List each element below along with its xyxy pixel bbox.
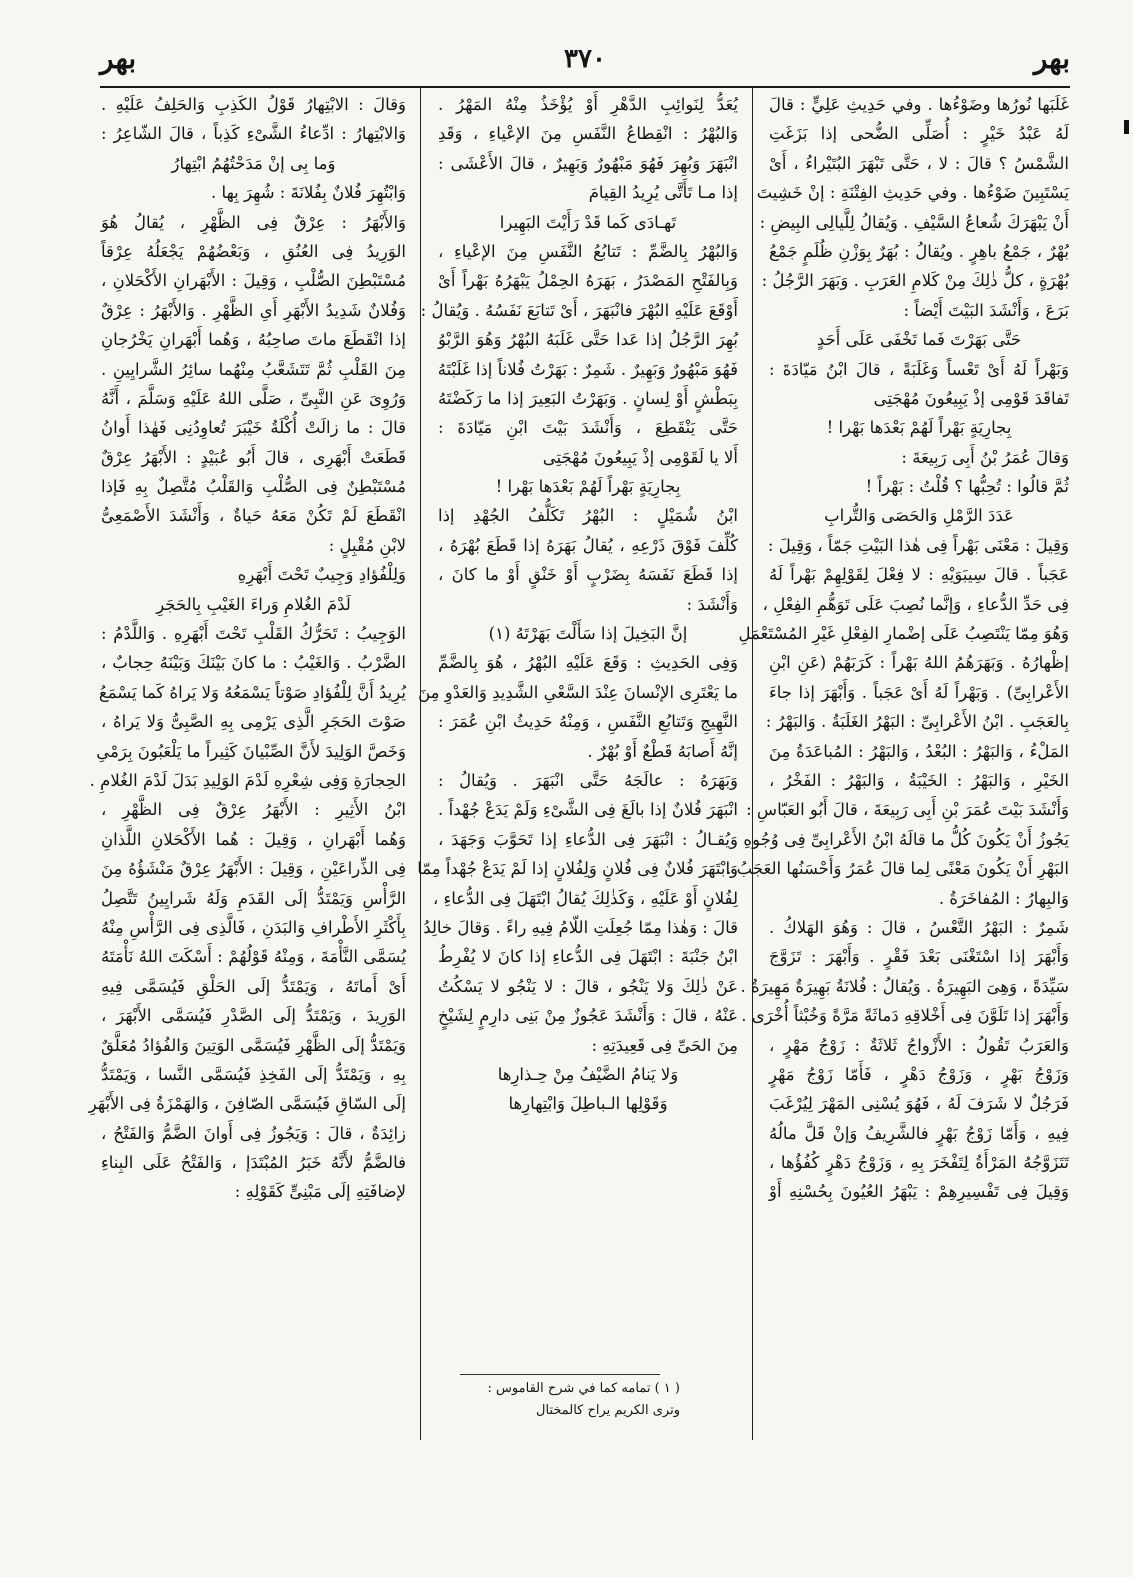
text-line: الشَّمْسُ ؟ قالَ : لا ، حَتَّى تَبْهَرَ البُتَيْراءُ ، أَىْ — [769, 153, 1069, 173]
column-divider — [752, 88, 753, 1440]
text-line: الوَجِيبُ : تَحَرُّكُ القَلْبِ تَحْتَ أَبْهَرِهِ . وَاللَّدْمُ : — [101, 624, 406, 644]
verse-line: حَتَّى بَهَرْتَ فَما تَخْفَى عَلَى أَحَدٍ — [816, 330, 1022, 350]
text-line: تَتَزَوَّجُهُ المَرْأَةُ لِتَفْخَرَ بِهِ ، وَزَوْجُ دَهْرٍ كُفُؤُها ، — [769, 1153, 1069, 1173]
verse-line: تَهـادَى كَما قَدْ رَأَيْتَ البَهِيرا — [499, 212, 677, 232]
text-line: ثُمَّ قالُوا : تُحِبُّها ؟ قُلْتُ : بَهْراً ! — [865, 477, 1069, 497]
text-line: وَلِلْفُؤادِ وَجِيبٌ تَحْتَ أَبْهَرِهِ — [237, 565, 406, 585]
text-line: الوَرِيدُ فِى العُنُقِ ، وَبَعْضُهُمْ يَجْعَلُهُ عِرْقاً — [101, 241, 406, 261]
text-line: مُسْتَبْطِنٌ فِى الصُّلْبِ وَالقَلْبُ مُتَّصِلٌ بِهِ فَإذا — [101, 477, 406, 497]
verse-line: وَقَوْلِها الـباطِلَ وَابْتِهارِها — [508, 1094, 668, 1114]
text-line: فِى الذِّراعَيْنِ ، وَقِيلَ : الأَبْهَرُ عِرْقٌ مَنْشَؤُهُ مِنَ — [101, 859, 406, 879]
text-line: وَهُوَ مِمّا يَنْتَصِبُ عَلَى إضْمارِ الفِعْلِ غَيْرِ المُسْتَعْمَلِ — [738, 624, 1069, 644]
text-line: بُهْرٌ ، جَمْعُ باهِرٍ . ويُقالُ : بُهَرٌ بِوَزْنِ ظُلَمٍ جَمْعُ — [769, 241, 1069, 261]
text-line: وَبَهْراً لَهُ أَىْ تَعْساً وَغَلَبَةً ، قالَ ابْنُ مَيّادَةَ : — [769, 359, 1069, 379]
text-line: وَرُوِىَ عَنِ النَّبِىِّ ، صَلَّى اللهُ عَلَيْهِ وَسَلَّمَ ، أَنَّهُ — [101, 388, 406, 408]
text-line: البَهْرِ أَنْ يَكُونَ مَعْنًى لِما قالَ عُمَرُ وَأَحْسَنُها العَجَبُ . — [726, 859, 1069, 879]
text-line: بُهْرَةٍ ، كلُّ ذٰلِكَ مِنْ كَلامِ العَرَبِ . وَبَهَرَ الرَّجُلُ : — [761, 271, 1069, 291]
text-line: قالَ : وَهٰذا مِمّا جُعِلَتِ اللّامُ فِيهِ راءً . وَقالَ خالِدُ — [423, 917, 738, 937]
text-line: مُسْتَبْطِنَ الصُّلْبِ ، وَقِيلَ : الأَبْهَرانِ الأَكْحَلانِ ، — [101, 271, 406, 291]
text-line: تَفاقَدَ قَوْمِى إذْ يَبِيعُونَ مُهْجَتِى — [873, 388, 1069, 408]
column-divider — [420, 88, 421, 1440]
text-line: انْقَطَعَ لَمْ تَكُنْ مَعَهُ حَياةٌ ، وَأَنْشَدَ الأَصْمَعِىُّ — [101, 506, 406, 526]
left-column — [88, 90, 406, 1490]
text-line: ابْنُ الأَثِيرِ : الأَبْهَرُ عِرْقٌ فِى الظَّهْرِ ، — [101, 800, 406, 820]
text-line: الخَيْرِ ، وَالبَهْرُ : الخَيْبَةُ ، وَالبَهْرُ : الفَخْرُ ، — [769, 770, 1069, 790]
text-line: وَقالَ : الابْتِهارُ قَوْلُ الكَذِبِ وَالحَلِفُ عَلَيْهِ . — [101, 95, 406, 114]
text-line: إظْهارُهُ . وَبَهَرَهُمُ اللهُ بَهْراً : كَرَبَهُمْ (عَنِ ابْنِ — [769, 653, 1069, 673]
text-line: فِيهِ ، وَأَمّا زَوْجُ بَهْرٍ فالشَّرِيفُ وَإنْ قَلَّ مالُهُ — [769, 1123, 1069, 1143]
page-number: ٣٧٠ — [564, 44, 606, 74]
text-line: إلَى السّاقِ فَيُسَمَّى الصّافِنَ ، وَالهَمْزَةُ فِى الأَبْهَرِ — [88, 1094, 406, 1114]
right-column — [726, 90, 1069, 1490]
footnote-line: وترى الكريم يراح كالمختال — [536, 1403, 680, 1418]
text-line: بُهِرَ الرَّجُلُ إذا عَدا حَتَّى غَلَبَهُ البُهْرُ وَهُوَ الرَّبْوُ — [438, 330, 738, 350]
text-line: مِنَ الحَىِّ فِى قَعِيدَتِهِ : — [591, 1035, 738, 1055]
verse-line: لَدْمَ الغُلامِ وَراءَ الغَيْبِ بِالحَجَرِ — [156, 594, 351, 614]
text-line: أَلا يا لَقَوْمِى إذْ يَبِيعُونَ مُهْجَتِى — [542, 447, 738, 467]
text-line: وَابْتَهَرَ فُلانٌ فِى فُلانٍ وَلِفُلانٍ إذا لَمْ يَدَعْ جُهْداً مِمّا — [417, 859, 738, 879]
text-line: وَخَصَّ الوَلِيدَ لأَنَّ الصِّبْيانَ كَثِيراً ما يَلْعَبُونَ بِرَمْىِ — [96, 741, 406, 761]
text-line: أَنْ يَبْهَرَكَ شُعاعُ السَّيْفِ . وَيُقالُ لِلَّيالِى البِيضِ : — [759, 212, 1069, 232]
text-line: وَأَنْشَدَ : — [686, 594, 738, 614]
text-line: وَالأَبْهَرُ : عِرْقٌ فِى الظَّهْرِ ، يُقالُ هُوَ — [101, 212, 406, 232]
text-line: الأَعْرابِىِّ) . وَبَهْراً لَهُ أَىْ عَجَباً . وَأَبْهَرَ إذا جاءَ — [769, 682, 1069, 702]
text-line: الحِجارَةِ وَفِى شِعْرِهِ لَدْمَ الوَلِيدِ بَدَلَ لَدْمَ الغُلامِ . — [89, 770, 406, 790]
verse-line: بِجارِيَةٍ بَهْراً لَهُمْ بَعْدَها بَهْرا ! — [826, 418, 1012, 438]
text-line: وَقِيلَ : مَعْنَى بَهْراً فِى هٰذا البَيْتِ جَمّاً ، وَقِيلَ : — [767, 535, 1069, 555]
text-line: يُسَمَّى النَّأْمَةَ ، وَمِنْهُ قَوْلُهُمْ : أَسْكَتَ اللهُ نَأْمَتَهُ — [101, 947, 406, 967]
verse-line: وَما بِى إنْ مَدَحْتُهُمُ ابْتِهارُ — [171, 153, 336, 173]
text-line: وَأَنْشَدَ بَيْتَ عُمَرَ بْنِ أَبِى رَبِيعَةَ ، قالَ أَبُو العَبّاسِ : — [746, 800, 1069, 820]
text-line: ابْنُ شُمَيْلٍ : البُهْرُ تَكَلُّفُ الجُهْدِ إذا — [438, 506, 738, 526]
text-line: لإضافَتِهِ إلَى مَبْنِىٍّ كَقَوْلِهِ : — [234, 1182, 406, 1202]
text-line: وَهُما أَبْهَرانِ ، وَقِيلَ : هُما الأَكْحَلانِ اللَّذانِ — [101, 829, 406, 849]
text-line: الرَّأْسِ وَيَمْتَدُّ إلَى القَدَمِ وَلَهُ شَرايِينُ تَتَّصِلُ — [101, 888, 406, 908]
text-line: إنَّهُ أَصابَهُ قَطْعٌ أَوْ بُهْرٌ . — [587, 741, 738, 761]
text-line: وَالبِهارُ : المُفاخَرَةُ . — [938, 888, 1069, 908]
text-line: الوَرِيدَ ، وَيَمْتَدُّ إلَى الصَّدْرِ فَيُسَمَّى الأَبْهَرَ ، — [101, 1006, 406, 1026]
text-line: أَوْقَعَ عَلَيْهِ البُهْرَ فانْبَهَرَ ، أَىْ تَتابَعَ نَفَسُهُ . وَيُقالُ : — [420, 300, 738, 320]
footnote-line: ( ١ ) تمامه كما في شرح القاموس : — [487, 1381, 680, 1396]
text-line: فالضَّمُّ لأَنَّهُ خَبَرُ المُبْتَدَإ ، وَالفَتْحُ عَلَى البِناءِ — [101, 1153, 406, 1173]
text-line: وَالعَرَبُ تَقُولُ : الأَزْواجُ ثَلاثَةٌ : زَوْجُ مَهْرٍ ، — [769, 1035, 1069, 1055]
text-line: وَقالَ عُمَرُ بْنُ أَبِى رَبِيعَةَ : — [901, 447, 1069, 467]
text-line: بِأَكْثَرِ الأَطْرافِ وَالبَدَنِ ، فَالَّذِى فِى الرَّأْسِ مِنْهُ — [101, 917, 406, 937]
text-line: إذا انْقَطَعَ ماتَ صاحِبُهُ ، وَهُما أَبْهَرانِ يَخْرُجانِ — [101, 330, 406, 350]
text-line: انْبَهَرَ فُلانٌ إذا بالَغَ فِى الشَّىْءِ وَلَمْ يَدَعْ جُهْداً . — [438, 800, 738, 820]
text-line: وَيُقـالُ : انْبَهَرَ فِى الدُّعاءِ إذا تَحَوَّبَ وَجَهَدَ ، — [438, 829, 738, 849]
text-line: أَىْ أَماتَهُ ، وَيَمْتَدُّ إلَى الحَلْقِ فَيُسَمَّى فِيهِ — [101, 976, 406, 996]
text-line: المَلْءُ ، وَالبَهْرُ : البُعْدُ ، وَالبَهْرُ : المُباعَدَةُ مِنَ — [769, 741, 1069, 761]
text-line: زائِدَةٌ ، قالَ : وَيَجُوزُ فِى أَوانَ الضَّمُّ وَالفَتْحُ ، — [101, 1123, 406, 1143]
text-line: يَجُوزُ أَنْ يَكُونَ كُلُّ ما قالَهُ ابْنُ الأَعْرابِىِّ فِى وُجُوهِ — [743, 829, 1069, 849]
text-line: وَزَوْجُ بَهْرٍ ، وَزَوْجُ دَهْرٍ ، فَأَمّا زَوْجُ مَهْرٍ — [769, 1064, 1069, 1084]
text-line: إذا قَطَعَ نَفَسَهُ بِضَرْبٍ أَوْ خَنْقٍ أَوْ ما كانَ ، — [438, 565, 738, 585]
text-line: فِى حَدِّ الدُّعاءِ ، وَإنَّما نُصِبَ عَلَى تَوَهُّمِ الفِعْلِ ، — [762, 594, 1069, 614]
text-line: عَنْ ذٰلِكَ وَلا يَنْجُو ، قالَ : لا يَنْجُو لا يَسْكُتُ — [438, 976, 738, 996]
footnote-rule — [460, 1374, 660, 1375]
text-line: وَابْتُهِرَ فُلانٌ بِفُلانَةَ : شُهِرَ بِها . — [211, 183, 406, 203]
text-line: وَيَمْتَدُّ إلَى الظَّهْرِ فَيُسَمَّى الوَتِينَ وَالفُؤادُ مُعَلَّقٌ — [101, 1035, 406, 1055]
text-line: وَبِالفَتْحِ المَصْدَرُ ، بَهَرَهُ الحِمْلُ يَبْهَرُهُ بَهْراً أَىْ — [438, 271, 738, 291]
middle-column — [417, 90, 738, 1490]
text-line: بَرَعَ ، وَأَنْشَدَ البَيْتَ أَيْضاً : — [903, 300, 1069, 320]
text-line: وَأَبْهَرَ إذا اسْتَغْنَى بَعْدَ فَقْرٍ . وَأَبْهَرَ : تَزَوَّجَ — [769, 947, 1069, 967]
text-line: لِفُلانٍ أَوْ عَلَيْهِ ، وَكَذٰلِكَ يُقالُ ابْتَهَلَ فِى الدُّعاءِ ، — [432, 888, 738, 908]
text-line: لَهُ عَبْدُ خَيْرٍ : أُصَلِّى الضُّحى إذا بَزَغَتِ — [769, 124, 1069, 144]
text-line: الضَّرْبُ . وَالغَيْبُ : ما كانَ بَيْنَكَ وَبَيْنَهُ حِجابٌ ، — [101, 653, 406, 673]
text-line: النَّهِيجِ وَتَتابُعِ النَّفَسِ ، وَمِنْهُ حَدِيثُ ابْنِ عُمَرَ : — [438, 712, 738, 732]
text-line: يُرِيدُ أَنَّ لِلْفُؤادِ صَوْتاً يَسْمَعُهُ وَلا يَراهُ كَما يَسْمَعُ — [98, 682, 406, 702]
text-line: وَالبُهْرُ بِالضَّمِّ : تَتابُعُ النَّفَسِ مِنَ الإعْياءِ ، — [438, 241, 738, 261]
text-line: عَنْهُ ، قالَ : وَأَنْشَدَ عَجُوزٌ مِنْ بَنِى دارِمٍ لِشَيْخٍ — [438, 1006, 738, 1026]
text-line: شَمِرٌ : البَهْرُ التَّعْسُ ، قالَ : وَهُوَ الهَلاكُ . — [769, 917, 1069, 937]
text-line: وَأَبْهَرَ إذا تَلَوَّنَ فِى أَخْلاقِهِ دَماثَةً مَرَّةً وَخُبْثاً أُخْرَى . — [741, 1006, 1069, 1026]
verse-line: وَلا يَنامُ الضَّيْفُ مِنْ حِـذارِها — [497, 1064, 679, 1084]
text-line: مِنَ القَلْبِ ثُمَّ تَتَشَعَّبُ مِنْهُما سائِرُ الشَّرايِينِ . — [101, 359, 406, 379]
verse-line: إنَّ البَخِيلَ إذا سَأَلْتَ بَهَرْتَهُ (١) — [488, 624, 688, 644]
text-line: بِبَطْشٍ أَوْ لِسانٍ . وَبَهَرْتُ البَعِيرَ إذا ما رَكَضْتَهُ — [438, 388, 738, 408]
margin-mark — [1124, 120, 1129, 134]
text-line: وَبَهَرَهُ : عالَجَهُ حَتَّى انْبَهَرَ . وَيُقالُ : — [438, 770, 738, 790]
text-line: غَلَبَها نُورُها وضَوْءُها . وفي حَدِيثِ عَلِيٍّ : قالَ — [769, 95, 1069, 114]
text-line: قالَ : ما زالَتْ أُكْلَةُ خَيْبَرَ تُعاوِدُنِى فَهٰذا أَوانُ — [101, 418, 406, 438]
text-line: فَهُوَ مَبْهُورٌ وَبَهِيرٌ . شَمِرٌ : بَهَرْتُ فُلاناً إذا غَلَبْتَهُ — [437, 359, 738, 379]
text-line: فَرَجُلٌ لا شَرَفَ لَهُ ، فَهُوَ يُسْنِى المَهْرَ لِيُرْغَبَ — [769, 1094, 1069, 1114]
text-line: قَطَعَتْ أَبْهَرِى ، قالَ أَبُو عُبَيْدٍ : الأَبْهَرُ عِرْقٌ — [101, 447, 406, 467]
text-line: وَالبُهْرُ : انْقِطاعُ النَّفَسِ مِنَ الإعْياءِ ، وَقَدِ — [438, 124, 738, 144]
header-headword-left: بهر — [100, 42, 137, 75]
header-rule — [100, 86, 1070, 88]
text-line: إذا مـا تَأَتَّى يُرِيدُ القِيامَ — [588, 183, 738, 203]
text-line: انْبَهَرَ وَبُهِرَ فَهُوَ مَبْهُورٌ وَبَهِيرٌ ، قالَ الأَعْشَى : — [438, 153, 738, 173]
text-line: سَيِّدَةً ، وَهِىَ البَهِيرَةُ . وَيُقالُ : فُلانَةُ بَهِيرَةٌ مَهِيرَةٌ . — [740, 976, 1069, 996]
text-line: حَتَّى يَنْقَطِعَ ، وَأَنْشَدَ بَيْتَ ابْنِ مَيّادَةَ : — [438, 418, 738, 438]
text-line: وَقِيلَ فِى تَفْسِيرِهِمْ : يَبْهَرُ العُيُونَ بِحُسْنِهِ أَوْ — [769, 1182, 1069, 1202]
text-line: ما يَعْتَرِى الإنْسانَ عِنْدَ السَّعْىِ الشَّدِيدِ وَالعَدْوِ مِنَ — [418, 682, 738, 702]
verse-line: بِجارِيَةٍ بَهْراً لَهُمْ بَعْدَها بَهْرا ! — [495, 477, 681, 497]
text-line: بِهِ ، وَيَمْتَدُّ إلَى الفَخِذِ فَيُسَمَّى النَّسا ، وَيَمْتَدُّ — [101, 1064, 406, 1084]
text-line: يَسْتَبِينَ ضَوْءُها . وفي حَدِيثِ الفِتْنَةِ : إنْ خَشِيتَ — [756, 183, 1069, 203]
text-line: صَوْتَ الحَجَرِ الَّذِى يَرْمِى بِهِ الصَّبِىُّ وَلا يَراهُ ، — [101, 712, 406, 732]
text-line: وَفِى الحَدِيثِ : وَقَعَ عَلَيْهِ البُهْرُ ، هُوَ بِالضَّمِّ — [438, 653, 738, 673]
text-line: عَجَباً . قالَ سِيبَوَيْهِ : لا فِعْلَ لِقَوْلِهِمْ بَهْراً لَهُ — [769, 565, 1069, 585]
text-line: كُلِّفَ فَوْقَ ذَرْعِهِ ، يُقالُ بَهَرَهُ إذا قَطَعَ بُهْرَهُ ، — [438, 535, 738, 555]
page-header — [100, 42, 1070, 86]
text-line: بِالعَجَبِ . ابْنُ الأَعْرابِىِّ : البَهْرُ الغَلَبَةُ . وَالبَهْرُ : — [765, 712, 1069, 732]
header-headword-right: بهر — [1033, 42, 1070, 75]
text-line: وَفُلانٌ شَدِيدُ الأَبْهَرِ أَىِ الظَّهْرِ . وَالأَبْهَرُ : عِرْقٌ — [101, 300, 406, 320]
text-line: وَالابْتِهارُ : ادِّعاءُ الشَّىْءِ كَذِباً ، قالَ الشّاعِرُ : — [101, 124, 406, 144]
text-line: لابْنِ مُقْبِلٍ : — [328, 535, 406, 555]
verse-line: عَدَدَ الرَّمْلِ وَالحَصَى وَالتُّرابِ — [824, 506, 1014, 526]
text-line: يُعَدُّ لِنَوائِبِ الدَّهْرِ أَوْ يُؤْخَذُ مِنْهُ المَهْرُ . — [438, 95, 738, 114]
text-line: ابْنُ جَنْبَةَ : ابْتَهَلَ فِى الدُّعاءِ إذا كانَ لا يُفْرِطُ — [438, 947, 738, 967]
footnote — [460, 1378, 680, 1422]
